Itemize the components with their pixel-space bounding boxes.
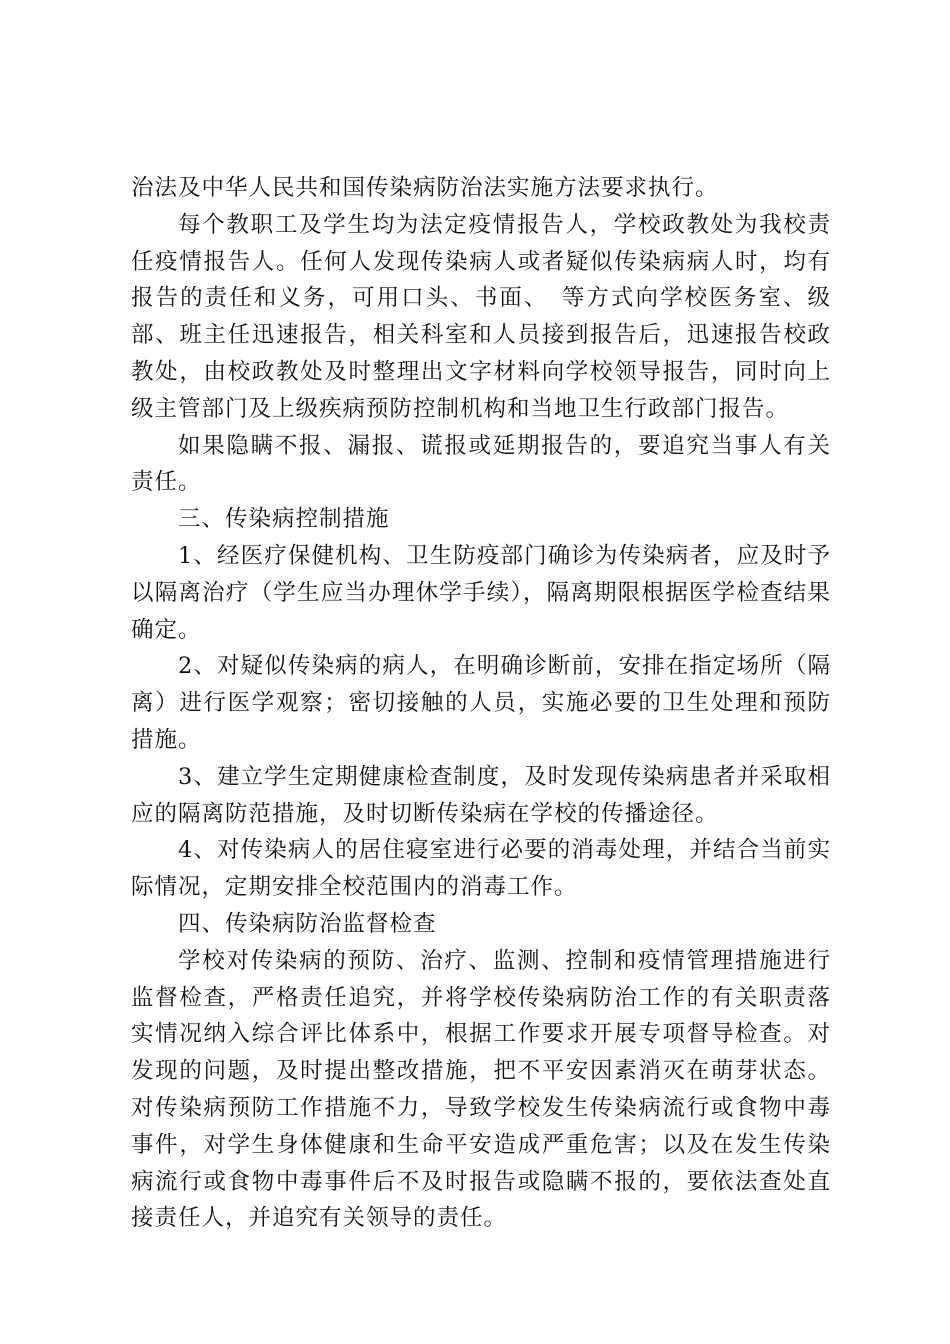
paragraph-supervision-inspection: 学校对传染病的预防、治疗、监测、控制和疫情管理措施进行监督检查，严格责任追究，并将学校传染病防治工作的有关职责落实情况纳入综合评比体系中，根据工作要求开展专项督导检查。对发现的问题，及时提出整改措施，把不平安因素消灭在萌芽状态。对传染病预防工作措施不力，导致学校发生传染病流行或食物中毒事件，对学生身体健康和生命平安造成严重危害；以及在发生传染病流行或食物中毒事件后不及时报告或隐瞒不报的，要依法查处直接责任人，并追究有关领导的责任。 xyxy=(131,947,831,1232)
section-heading-supervision: 四、传染病防治监督检查 xyxy=(178,910,437,937)
paragraph-measure-4: 4、对传染病人的居住寝室进行必要的消毒处理，并结合当前实际情况，定期安排全校范围内的消毒工作。 xyxy=(131,837,831,901)
paragraph-reporting-duty: 每个教职工及学生均为法定疫情报告人，学校政教处为我校责任疫情报告人。任何人发现传染病人或者疑似传染病病人时，均有报告的责任和义务，可用口头、书面、 等方式向学校医务室、级部、班主任迅速报告，相关科室和人员接到报告后，迅速报告校政教处，由校政教处及时整理出文字材料向学校领导报告，同时向上级主管部门及上级疾病预防控制机构和当地卫生行政部门报告。 xyxy=(131,211,831,422)
paragraph-measure-2: 2、对疑似传染病的病人，在明确诊断前，安排在指定场所（隔离）进行医学观察；密切接触的人员，实施必要的卫生处理和预防措施。 xyxy=(131,653,831,753)
paragraph-measure-3: 3、建立学生定期健康检查制度，及时发现传染病患者并采取相应的隔离防范措施，及时切断传染病在学校的传播途径。 xyxy=(131,763,831,827)
section-heading-control-measures: 三、传染病控制措施 xyxy=(178,506,390,533)
paragraph-measure-1: 1、经医疗保健机构、卫生防疫部门确诊为传染病者，应及时予以隔离治疗（学生应当办理休学手续），隔离期限根据医学检查结果确定。 xyxy=(131,542,831,643)
paragraph-concealment-liability: 如果隐瞒不报、漏报、谎报或延期报告的，要追究当事人有关责任。 xyxy=(131,432,831,496)
document-body xyxy=(131,170,831,1237)
paragraph-continuation: 治法及中华人民共和国传染病防治法实施方法要求执行。 xyxy=(131,175,719,201)
